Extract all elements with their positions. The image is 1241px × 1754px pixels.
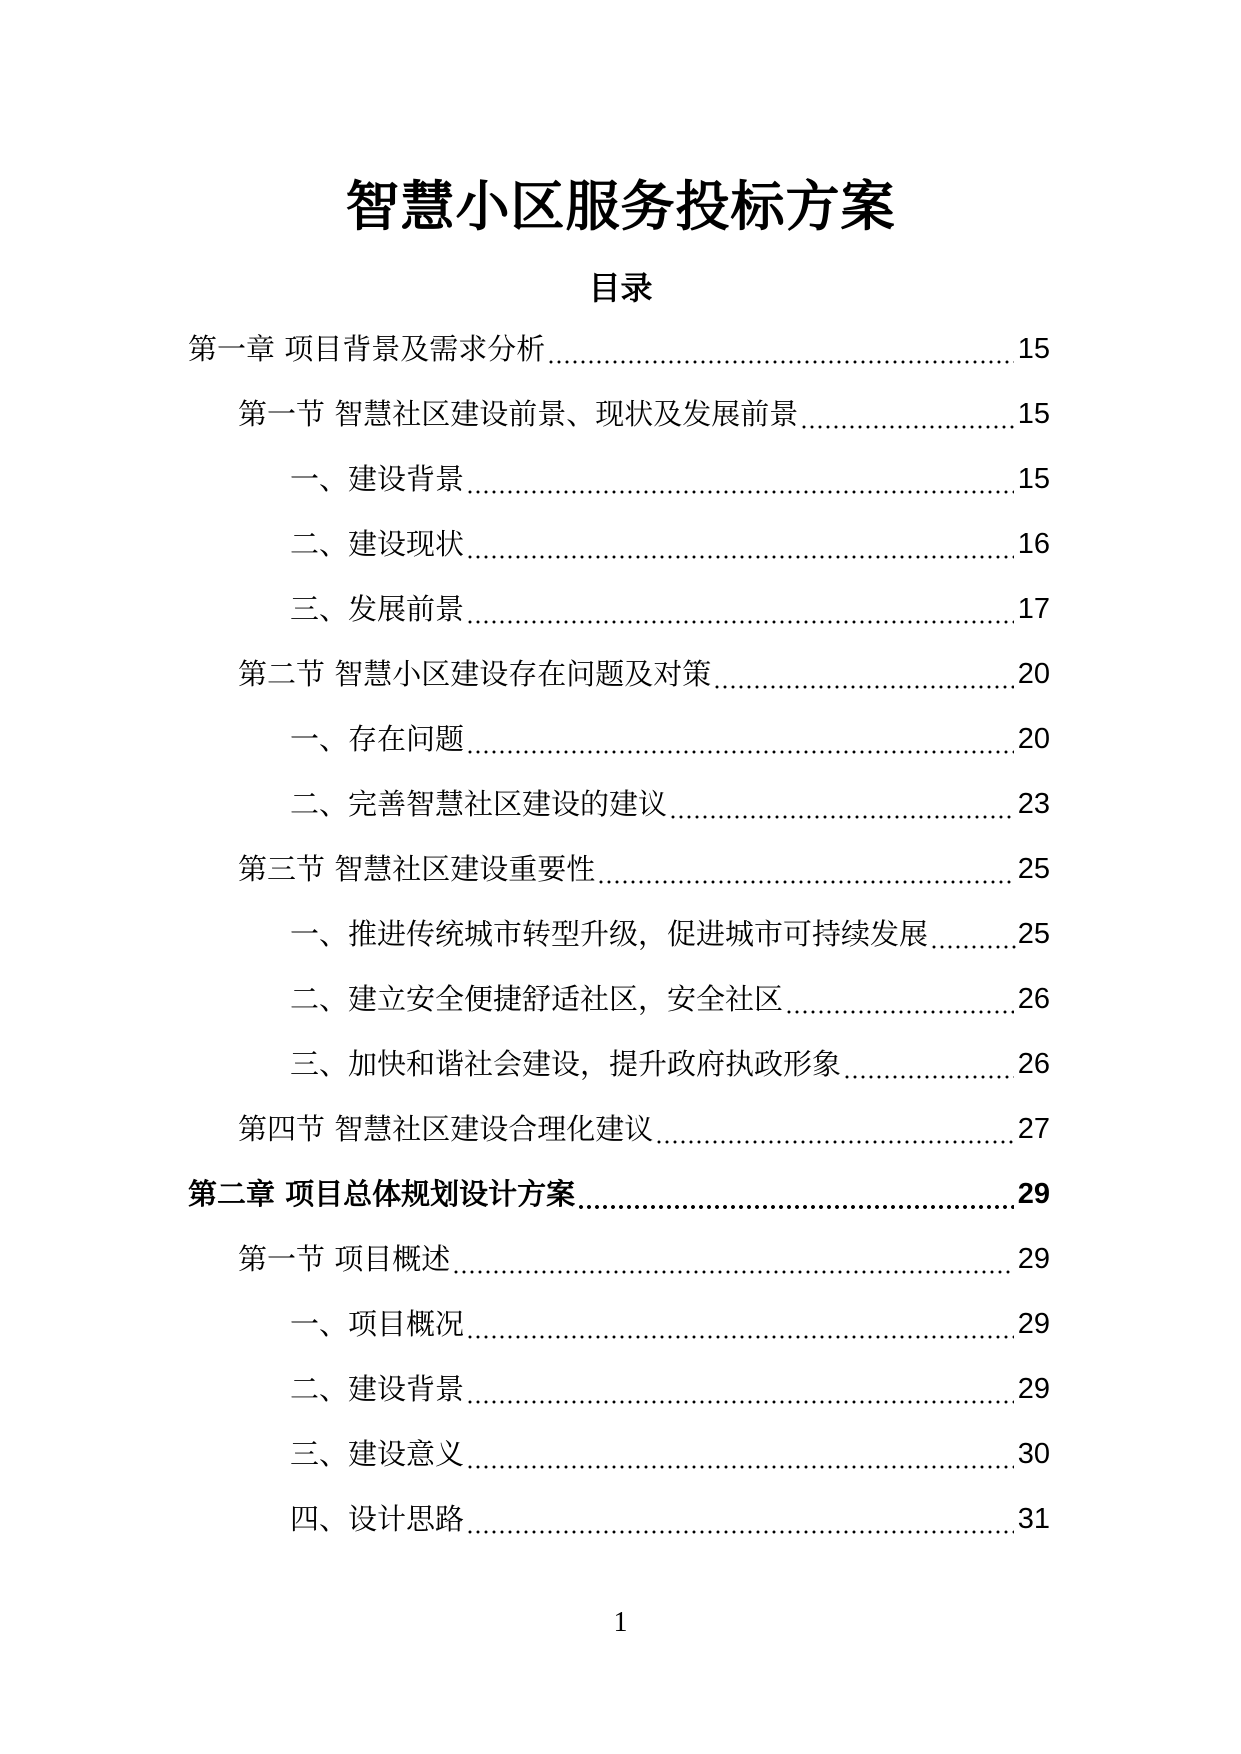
toc-leader-dots bbox=[597, 844, 1014, 894]
toc-entry-page: 31 bbox=[1017, 1503, 1050, 1535]
toc-entry-subsection[interactable] bbox=[290, 1494, 1050, 1544]
toc-entry-page: 16 bbox=[1017, 528, 1050, 560]
toc-entry-page: 30 bbox=[1017, 1438, 1050, 1470]
toc-leader-dots bbox=[713, 649, 1014, 699]
toc-entry-page: 23 bbox=[1017, 788, 1050, 820]
toc-leader-dots bbox=[466, 1494, 1014, 1544]
toc-leader-dots bbox=[843, 1039, 1014, 1089]
toc-entry-title: 第一章 项目背景及需求分析 bbox=[188, 332, 546, 366]
toc-leader-dots bbox=[669, 779, 1014, 829]
toc-entry-page: 29 bbox=[1017, 1178, 1050, 1210]
toc-entry-page: 20 bbox=[1017, 723, 1050, 755]
toc-entry-title: 二、建立安全便捷舒适社区，安全社区 bbox=[290, 982, 784, 1016]
toc-leader-dots bbox=[452, 1234, 1014, 1284]
toc-leader-dots bbox=[466, 714, 1014, 764]
toc-entry-title: 一、项目概况 bbox=[290, 1307, 465, 1341]
toc-entry-section[interactable] bbox=[238, 1234, 1050, 1284]
toc-leader-dots bbox=[466, 1429, 1014, 1479]
toc-entry-title: 三、加快和谐社会建设，提升政府执政形象 bbox=[290, 1047, 842, 1081]
toc-leader-dots bbox=[655, 1104, 1014, 1154]
toc-entry-title: 二、建设现状 bbox=[290, 527, 465, 561]
document-title: 智慧小区服务投标方案 bbox=[345, 175, 896, 238]
toc-entry-subsection[interactable] bbox=[290, 779, 1050, 829]
toc-entry-title: 第四节 智慧社区建设合理化建议 bbox=[238, 1112, 654, 1146]
toc-entry-section[interactable] bbox=[238, 649, 1050, 699]
toc-entry-title: 三、建设意义 bbox=[290, 1437, 465, 1471]
toc-leader-dots bbox=[577, 1169, 1014, 1219]
toc-entry-subsection[interactable] bbox=[290, 1364, 1050, 1414]
toc-entry-page: 25 bbox=[1017, 918, 1050, 950]
toc-entry-title: 一、建设背景 bbox=[290, 462, 465, 496]
toc-leader-dots bbox=[466, 1299, 1014, 1349]
toc-entry-title: 二、建设背景 bbox=[290, 1372, 465, 1406]
toc-heading: 目录 bbox=[588, 269, 653, 307]
toc-leader-dots bbox=[800, 389, 1014, 439]
toc-entry-section[interactable] bbox=[238, 1104, 1050, 1154]
toc-entry-subsection[interactable] bbox=[290, 1039, 1050, 1089]
toc-entry-section[interactable] bbox=[238, 389, 1050, 439]
toc-entry-subsection[interactable] bbox=[290, 909, 1050, 959]
toc-leader-dots bbox=[466, 1364, 1014, 1414]
toc-entry-page: 29 bbox=[1017, 1373, 1050, 1405]
page-number: 1 bbox=[613, 1607, 628, 1638]
toc-entry-page: 15 bbox=[1017, 398, 1050, 430]
toc-entry-subsection[interactable] bbox=[290, 454, 1050, 504]
toc-entry-chapter-2[interactable] bbox=[188, 1169, 1050, 1219]
toc-entry-subsection[interactable] bbox=[290, 1299, 1050, 1349]
toc-leader-dots bbox=[466, 584, 1014, 634]
toc-entry-page: 26 bbox=[1017, 983, 1050, 1015]
toc-entry-title: 一、推进传统城市转型升级，促进城市可持续发展 bbox=[290, 917, 929, 951]
toc-entry-page: 15 bbox=[1017, 463, 1050, 495]
toc-entry-title: 第二章 项目总体规划设计方案 bbox=[188, 1177, 576, 1211]
toc-entry-title: 第二节 智慧小区建设存在问题及对策 bbox=[238, 657, 712, 691]
toc-entry-chapter-1[interactable] bbox=[188, 324, 1050, 374]
toc-leader-dots bbox=[466, 454, 1014, 504]
toc-entry-title: 第三节 智慧社区建设重要性 bbox=[238, 852, 596, 886]
toc-entry-page: 17 bbox=[1017, 593, 1050, 625]
toc-leader-dots bbox=[785, 974, 1014, 1024]
toc-entry-title: 第一节 项目概述 bbox=[238, 1242, 451, 1276]
toc-entry-page: 29 bbox=[1017, 1243, 1050, 1275]
toc-entry-page: 20 bbox=[1017, 658, 1050, 690]
toc-entry-subsection[interactable] bbox=[290, 584, 1050, 634]
toc-entry-subsection[interactable] bbox=[290, 714, 1050, 764]
toc-entry-section[interactable] bbox=[238, 844, 1050, 894]
toc-leader-dots bbox=[466, 519, 1014, 569]
toc-entry-title: 第一节 智慧社区建设前景、现状及发展前景 bbox=[238, 397, 799, 431]
toc-leader-dots bbox=[547, 324, 1014, 374]
toc-entry-page: 29 bbox=[1017, 1308, 1050, 1340]
toc-leader-dots bbox=[930, 909, 1016, 959]
toc-entry-title: 四、设计思路 bbox=[290, 1502, 465, 1536]
toc-entry-title: 二、完善智慧社区建设的建议 bbox=[290, 787, 668, 821]
toc-entry-title: 一、存在问题 bbox=[290, 722, 465, 756]
toc-entry-page: 25 bbox=[1017, 853, 1050, 885]
toc-entry-subsection[interactable] bbox=[290, 1429, 1050, 1479]
toc-entry-subsection[interactable] bbox=[290, 519, 1050, 569]
toc-entry-page: 15 bbox=[1017, 333, 1050, 365]
toc-entry-subsection[interactable] bbox=[290, 974, 1050, 1024]
toc-entry-page: 26 bbox=[1017, 1048, 1050, 1080]
toc-entry-title: 三、发展前景 bbox=[290, 592, 465, 626]
toc-entry-page: 27 bbox=[1017, 1113, 1050, 1145]
